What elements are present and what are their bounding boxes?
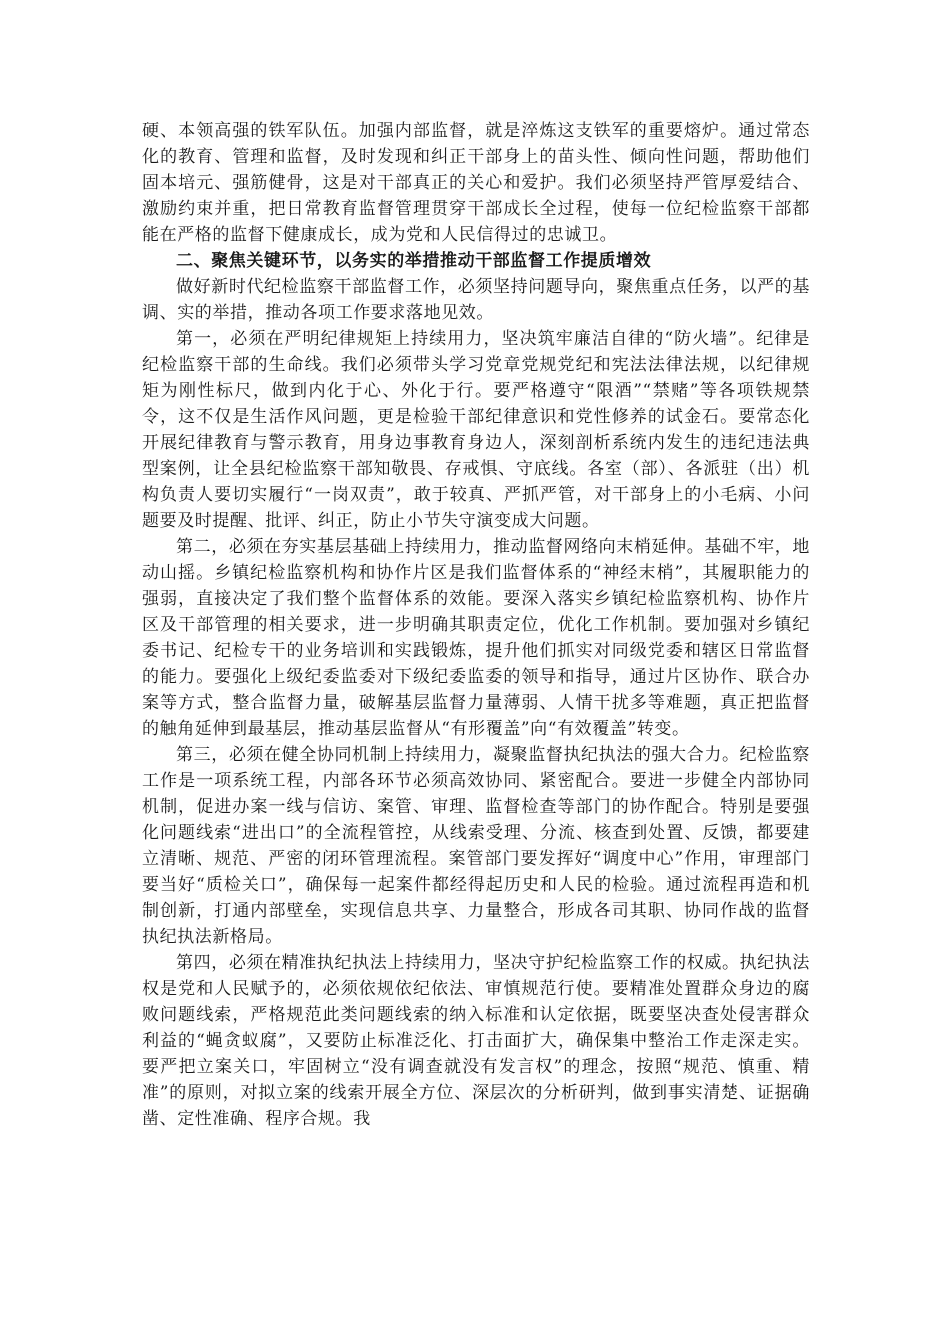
paragraph-third: 第三，必须在健全协同机制上持续用力，凝聚监督执纪执法的强大合力。纪检监察工作是一项系统工程，内部各环节必须高效协同、紧密配合。要进一步健全内部协同机制，促进办案一线与信访、案管、审理、监督检查等部门的协作配合。特别是要强化问题线索“进出口”的全流程管控，从线索受理、分流、核查到处置、反馈，都要建立清晰、规范、严密的闭环管理流程。案管部门要发挥好“调度中心”作用，审理部门要当好“质检关口”，确保每一起案件都经得起历史和人民的检验。通过流程再造和机制创新，打通内部壁垒，实现信息共享、力量整合，形成各司其职、协同作战的监督执纪执法新格局。 — [142, 745, 810, 947]
document-page — [142, 118, 810, 1132]
paragraph-continuation: 硬、本领高强的铁军队伍。加强内部监督，就是淬炼这支铁军的重要熔炉。通过常态化的教育、管理和监督，及时发现和纠正干部身上的苗头性、倾向性问题，帮助他们固本培元、强筋健骨，这是对干部真正的关心和爱护。我们必须坚持严管厚爱结合、激励约束并重，把日常教育监督管理贯穿干部成长全过程，使每一位纪检监察干部都能在严格的监督下健康成长，成为党和人民信得过的忠诚卫。 — [142, 121, 810, 245]
paragraph-intro: 做好新时代纪检监察干部监督工作，必须坚持问题导向，聚焦重点任务，以严的基调、实的举措，推动各项工作要求落地见效。 — [142, 277, 810, 323]
section-heading: 二、聚焦关键环节，以务实的举措推动干部监督工作提质增效 — [176, 251, 652, 271]
paragraph-first: 第一，必须在严明纪律规矩上持续用力，坚决筑牢廉洁自律的“防火墙”。纪律是纪检监察干部的生命线。我们必须带头学习党章党规党纪和宪法法律法规，以纪律规矩为刚性标尺，做到内化于心、外化于行。要严格遵守“限酒”“禁赌”等各项铁规禁令，这不仅是生活作风问题，更是检验干部纪律意识和党性修养的试金石。要常态化开展纪律教育与警示教育，用身边事教育身边人，深刻剖析系统内发生的违纪违法典型案例，让全县纪检监察干部知敬畏、存戒惧、守底线。各室（部）、各派驻（出）机构负责人要切实履行“一岗双责”，敢于较真、严抓严管，对干部身上的小毛病、小问题要及时提醒、批评、纠正，防止小节失守演变成大问题。 — [142, 329, 810, 531]
paragraph-fourth: 第四，必须在精准执纪执法上持续用力，坚决守护纪检监察工作的权威。执纪执法权是党和人民赋予的，必须依规依纪依法、审慎规范行使。要精准处置群众身边的腐败问题线索，严格规范此类问题线索的纳入标准和认定依据，既要坚决查处侵害群众利益的“蝇贪蚁腐”，又要防止标准泛化、打击面扩大，确保集中整治工作走深走实。要严把立案关口，牢固树立“没有调查就没有发言权”的理念，按照“规范、慎重、精准”的原则，对拟立案的线索开展全方位、深层次的分析研判，做到事实清楚、证据确凿、定性准确、程序合规。我 — [142, 953, 810, 1129]
paragraph-second: 第二，必须在夯实基层基础上持续用力，推动监督网络向末梢延伸。基础不牢，地动山摇。乡镇纪检监察机构和协作片区是我们监督体系的“神经末梢”，其履职能力的强弱，直接决定了我们整个监督体系的效能。要深入落实乡镇纪检监察机构、协作片区及干部管理的相关要求，进一步明确其职责定位，优化工作机制。要加强对乡镇纪委书记、纪检专干的业务培训和实践锻炼，提升他们抓实对同级党委和辖区日常监督的能力。要强化上级纪委监委对下级纪委监委的领导和指导，通过片区协作、联合办案等方式，整合监督力量，破解基层监督力量薄弱、人情干扰多等难题，真正把监督的触角延伸到最基层，推动基层监督从“有形覆盖”向“有效覆盖”转变。 — [142, 537, 810, 739]
